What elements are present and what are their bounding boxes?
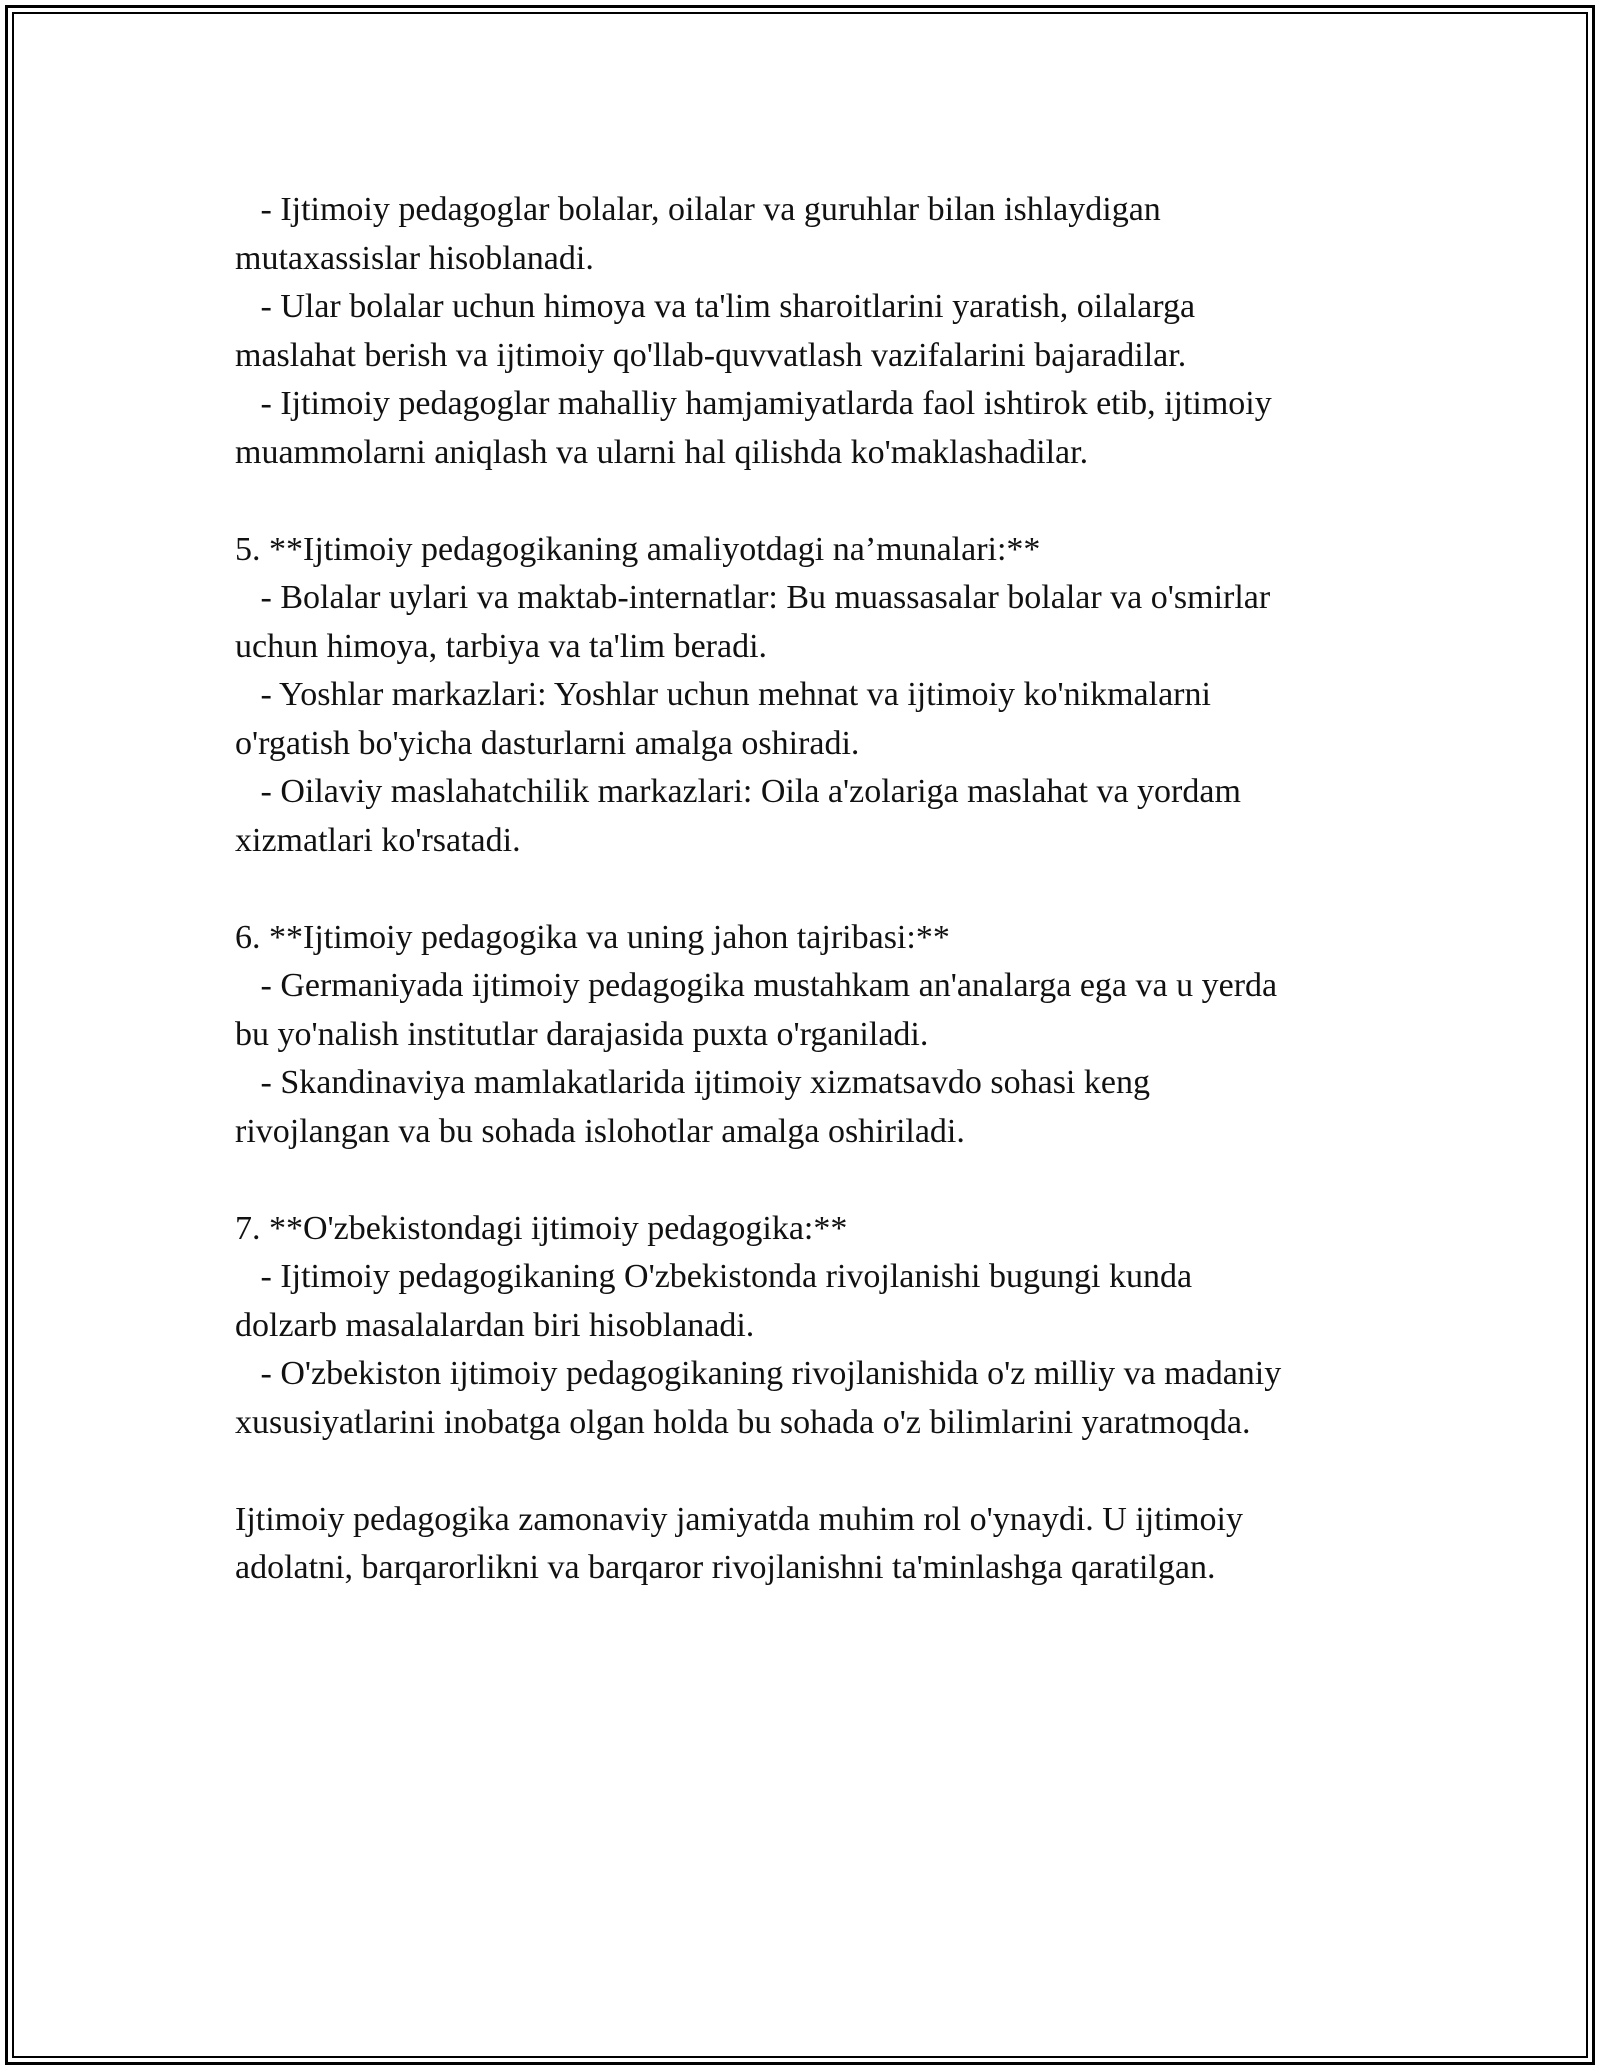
section-heading: 7. **O'zbekistondagi ijtimoiy pedagogika:** [235,1209,848,1247]
conclusion-line: adolatni, barqarorlikni va barqaror rivojlanishni ta'minlashga qaratilgan. [235,1549,1216,1586]
document-body [235,186,1380,1593]
text-line: rivojlangan va bu sohada islohotlar amalga oshiriladi. [235,1112,965,1150]
paragraph-gap [235,1447,1380,1496]
text-line: xizmatlari ko'rsatadi. [235,821,521,859]
text-line: - Skandinaviya mamlakatlarida ijtimoiy xizmatsavdo sohasi keng [235,1064,1150,1101]
paragraph-gap [235,1156,1380,1205]
text-line: - Ular bolalar uchun himoya va ta'lim sharoitlarini yaratish, oilalarga [235,288,1196,325]
text-line: uchun himoya, tarbiya va ta'lim beradi. [235,627,768,665]
text-line: - Bolalar uylari va maktab-internatlar: Bu muassasalar bolalar va o'smirlar [235,579,1271,616]
text-line: - Germaniyada ijtimoiy pedagogika mustahkam an'analarga ega va u yerda [235,967,1278,1004]
section-heading: 5. **Ijtimoiy pedagogikaning amaliyotdagi na’munalari:** [235,530,1041,568]
text-line: dolzarb masalalardan biri hisoblanadi. [235,1306,755,1344]
conclusion-line: Ijtimoiy pedagogika zamonaviy jamiyatda muhim rol o'ynaydi. U ijtimoiy [235,1500,1243,1538]
text-line: maslahat berish va ijtimoiy qo'llab-quvvatlash vazifalarini bajaradilar. [235,336,1187,374]
text-line: - Ijtimoiy pedagoglar bolalar, oilalar va guruhlar bilan ishlaydigan [235,191,1161,228]
paragraph-gap [235,477,1380,526]
text-line: xususiyatlarini inobatga olgan holda bu sohada o'z bilimlarini yaratmoqda. [235,1403,1251,1441]
text-line: - O'zbekiston ijtimoiy pedagogikaning rivojlanishida o'z milliy va madaniy [235,1355,1282,1392]
section-heading: 6. **Ijtimoiy pedagogika va uning jahon tajribasi:** [235,918,950,956]
text-line: - Ijtimoiy pedagogikaning O'zbekistonda rivojlanishi bugungi kunda [235,1258,1193,1295]
text-line: bu yo'nalish institutlar darajasida puxta o'rganiladi. [235,1015,929,1053]
text-line: muammolarni aniqlash va ularni hal qilishda ko'maklashadilar. [235,433,1089,471]
text-line: mutaxassislar hisoblanadi. [235,239,594,277]
text-line: o'rgatish bo'yicha dasturlarni amalga oshiradi. [235,724,860,762]
paragraph-gap [235,865,1380,914]
text-line: - Oilaviy maslahatchilik markazlari: Oila a'zolariga maslahat va yordam [235,773,1241,810]
text-line: - Yoshlar markazlari: Yoshlar uchun mehnat va ijtimoiy ko'nikmalarni [235,676,1211,713]
text-line: - Ijtimoiy pedagoglar mahalliy hamjamiyatlarda faol ishtirok etib, ijtimoiy [235,385,1272,422]
